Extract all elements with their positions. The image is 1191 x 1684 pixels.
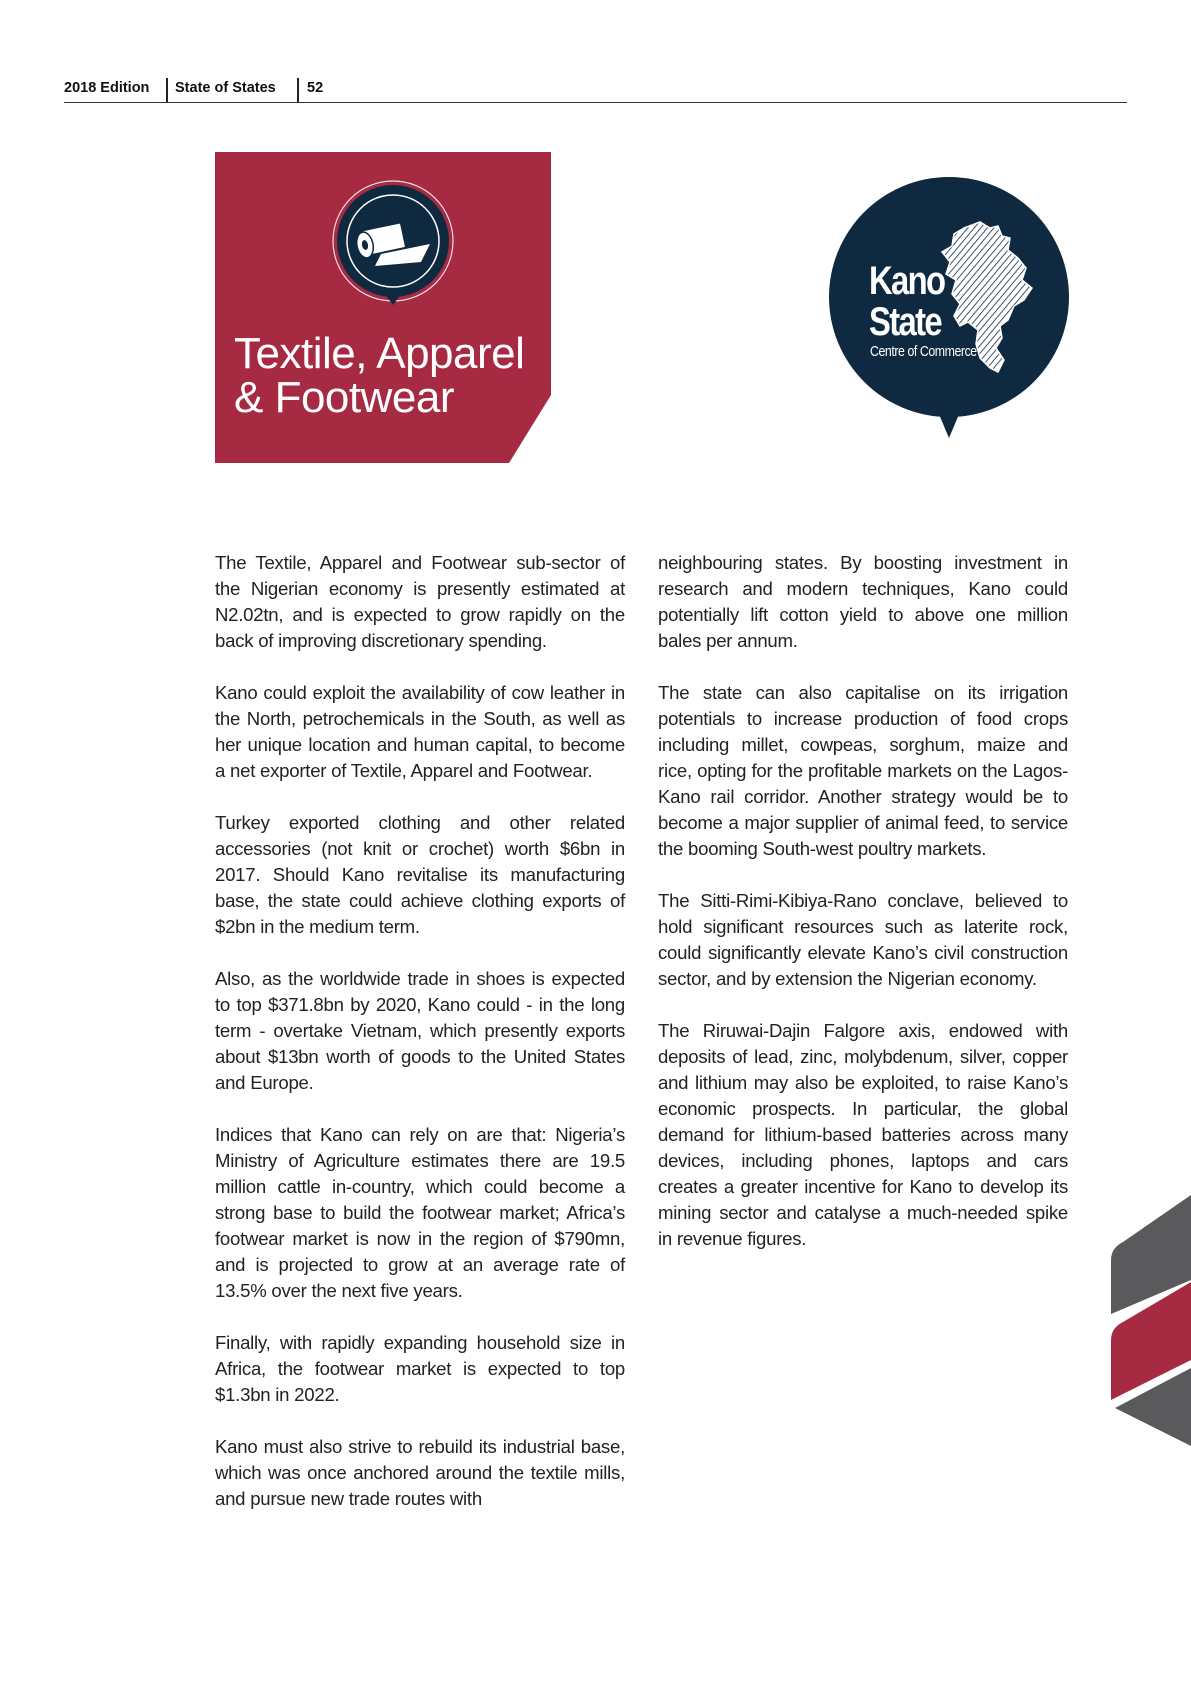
page-edge-decoration — [1109, 1190, 1191, 1460]
paragraph: Turkey exported clothing and other related accessories (not knit or crochet) worth $6bn in 2017. Should Kano revitalise its manufacturing base, the state could achieve clothing exports of $2bn in the medium term. — [215, 812, 625, 937]
logo-badge — [828, 176, 1072, 440]
paragraph: Also, as the worldwide trade in shoes is expected to top $371.8bn by 2020, Kano could - in the long term - overtake Vietnam, which presently exports about $13bn worth of goods to the United States and Europe. — [215, 968, 625, 1093]
edition-label: 2018 Edition — [64, 80, 150, 96]
page-number: 52 — [307, 80, 324, 96]
page-header — [64, 78, 1127, 103]
logo-word-state: State — [869, 300, 942, 344]
paragraph: neighbouring states. By boosting investment in research and modern techniques, Kano could potentially lift cotton yield to above one million bales per annum. — [658, 552, 1068, 651]
paragraph: The Sitti-Rimi-Kibiya-Rano conclave, believed to hold significant resources such as laterite rock, could significantly elevate Kano’s civil construction sector, and by extension the Nigerian economy. — [658, 890, 1068, 989]
paragraph: The state can also capitalise on its irrigation potentials to increase production of food crops including millet, cowpeas, sorghum, maize and rice, opting for the profitable markets on the Lagos-Kano rail corridor. Another strategy would be to become a major supplier of animal feed, to service the booming South-west poultry markets. — [658, 682, 1068, 859]
left-text-column — [215, 550, 625, 1538]
paragraph: Finally, with rapidly expanding household size in Africa, the footwear market is expected to top $1.3bn in 2022. — [215, 1332, 625, 1405]
paragraph: Kano could exploit the availability of cow leather in the North, petrochemicals in the South, as well as her unique location and human capital, to become a net exporter of Textile, Apparel and Footwear. — [215, 682, 625, 781]
right-text-column — [658, 550, 1068, 1278]
paragraph: The Riruwai-Dajin Falgore axis, endowed with deposits of lead, zinc, molybdenum, silver, copper and lithium may also be exploited, to raise Kano’s economic prospects. In particular, the global demand for lithium-based batteries across many devices, including phones, laptops and cars creates a greater incentive for Kano to develop its mining sector and catalyse a much-needed spike in revenue figures. — [658, 1020, 1068, 1249]
kano-state-logo — [828, 176, 1072, 440]
logo-word-kano: Kano — [869, 259, 945, 303]
category-banner — [215, 152, 551, 463]
header-divider — [297, 78, 299, 102]
paragraph: Kano must also strive to rebuild its industrial base, which was once anchored around the textile mills, and pursue new trade routes with — [215, 1436, 625, 1509]
paragraph: Indices that Kano can rely on are that: Nigeria’s Ministry of Agriculture estimates there are 19.5 million cattle in-country, which could become a strong base to build the footwear market; Africa’s footwear market is now in the region of $790mn, and is projected to grow at an average rate of 13.5% over the next five years. — [215, 1124, 625, 1301]
header-divider — [166, 78, 168, 102]
category-title — [234, 329, 544, 422]
category-title-line2: & Footwear — [234, 373, 454, 422]
paragraph: The Textile, Apparel and Footwear sub-sector of the Nigerian economy is presently estimated at N2.02tn, and is expected to grow rapidly on the back of improving discretionary spending. — [215, 552, 625, 651]
category-title-line1: Textile, Apparel — [234, 329, 525, 378]
logo-tagline: Centre of Commerce — [870, 344, 977, 360]
publication-title: State of States — [175, 80, 276, 96]
